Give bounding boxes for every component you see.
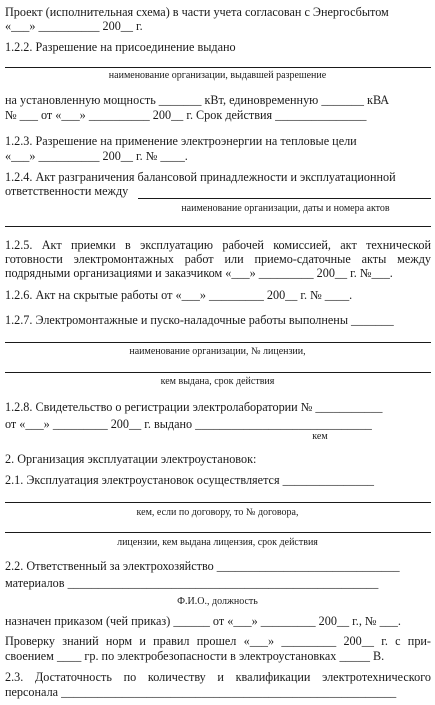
section-1-2-4-continuation: ответственности между: [5, 184, 129, 198]
caption-acts-details: наименование организации, даты и номера актов: [181, 203, 390, 214]
section-1-2-4-heading: 1.2.4. Акт разграничения балансовой принадлежности и эксплуатационной: [5, 170, 396, 184]
project-agreement-line: Проект (исполнительная схема) в части учета согласован с Энергосбытом: [5, 5, 389, 19]
blank-line: [5, 532, 431, 533]
section-1-2-8-issued-line: от «___» _________ 200__ г. выдано _____________________________: [5, 417, 372, 431]
caption-contract-number: кем, если по договору, то № договора,: [136, 507, 299, 518]
caption-full-name-position: Ф.И.О., должность: [177, 596, 258, 607]
section-1-2-3-date: «___» __________ 200__ г. № ____.: [5, 149, 188, 163]
blank-line: [5, 67, 431, 68]
knowledge-check-line: Проверку знаний норм и правил прошел «___» _________ 200__ г. с при-: [5, 634, 431, 648]
section-1-2-5-line-1: 1.2.5. Акт приемки в эксплуатацию рабочей комиссией, акт технической: [5, 238, 431, 252]
section-1-2-5-line-3: подрядными организациями и заказчиком «___» _________ 200__ г. №___.: [5, 266, 393, 280]
materials-line: материалов ___________________________________________________: [5, 576, 379, 590]
caption-issuing-organization: наименование организации, выдавшей разрешение: [108, 70, 327, 81]
section-2-heading: 2. Организация эксплуатации электроустановок:: [5, 452, 257, 466]
caption-by-whom: кем: [312, 431, 328, 442]
section-1-2-5-line-2: готовности электромонтажных работ или приемо-сдаточные акты между: [5, 252, 431, 266]
appointment-order-line: назначен приказом (чей приказ) ______ от «___» _________ 200__ г., № ___.: [5, 614, 401, 628]
section-1-2-7-line: 1.2.7. Электромонтажные и пуско-наладочные работы выполнены _______: [5, 313, 394, 327]
blank-line: [5, 372, 431, 373]
section-1-2-6-line: 1.2.6. Акт на скрытые работы от «___» _________ 200__ г. № ____.: [5, 288, 353, 302]
caption-license-details: лицензии, кем выдана лицензия, срок действия: [117, 537, 318, 548]
blank-line: [5, 342, 431, 343]
permit-number-validity-line: № ___ от «___» __________ 200__ г. Срок действия _______________: [5, 108, 367, 122]
caption-organization-license: наименование организации, № лицензии,: [129, 346, 306, 357]
personnel-line: персонала _______________________________________________________: [5, 685, 397, 699]
section-1-2-2-heading: 1.2.2. Разрешение на присоединение выдано: [5, 40, 236, 54]
section-1-2-8-line: 1.2.8. Свидетельство о регистрации электролаборатории № ___________: [5, 400, 383, 414]
project-agreement-date: «___» __________ 200__ г.: [5, 19, 143, 33]
section-2-3-line: 2.3. Достаточность по количеству и квалификации электротехнического: [5, 670, 431, 684]
section-1-2-3-heading: 1.2.3. Разрешение на применение электроэнергии на тепловые цели: [5, 134, 357, 148]
installed-capacity-line: на установленную мощность _______ кВт, единовременную _______ кВА: [5, 93, 390, 107]
safety-group-line: своением ____ гр. по электробезопасности в электроустановках _____ В.: [5, 649, 385, 663]
blank-line: [5, 226, 431, 227]
section-2-2-line: 2.2. Ответственный за электрохозяйство ______________________________: [5, 559, 400, 573]
blank-line: [138, 198, 431, 199]
caption-issued-by-validity: кем выдана, срок действия: [160, 376, 275, 387]
section-2-1-line: 2.1. Эксплуатация электроустановок осуществляется _______________: [5, 473, 375, 487]
blank-line: [5, 502, 431, 503]
